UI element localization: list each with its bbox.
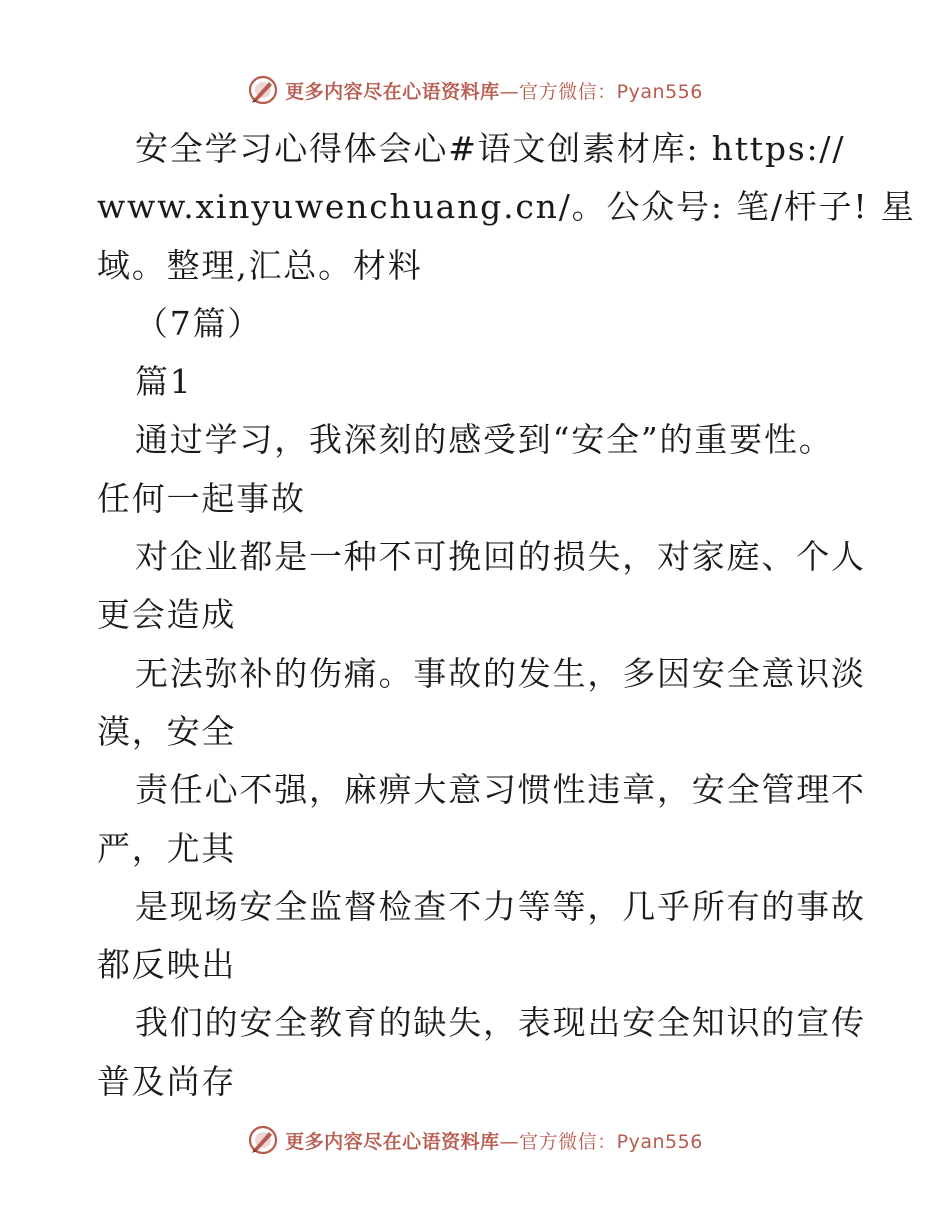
text-line: 域。整理,汇总。材料 [97, 245, 423, 285]
text-line: 都反映出 [97, 945, 237, 985]
text-line: 漠，安全 [97, 711, 237, 751]
watermark-contact: 官方微信：Pyan556 [519, 80, 703, 103]
watermark-separator: — [499, 80, 520, 103]
watermark-text [285, 77, 703, 104]
section-heading: 篇1 [135, 362, 193, 402]
footer-watermark [0, 1120, 950, 1160]
watermark-text [285, 1127, 703, 1154]
pen-logo-icon [247, 74, 279, 106]
text-line: 我们的安全教育的缺失，表现出安全知识的宣传 [135, 1003, 866, 1043]
text-line: 对企业都是一种不可挽回的损失，对家庭、个人 [135, 537, 866, 577]
text-line: 安全学习心得体会心#语文创素材库: https:// [135, 129, 846, 168]
watermark-brand: 更多内容尽在心语资料库 [285, 80, 500, 103]
text-line: （7篇） [135, 303, 263, 343]
text-line: 无法弥补的伤痛。事故的发生，多因安全意识淡 [135, 653, 866, 693]
text-line: 是现场安全监督检查不力等等，几乎所有的事故 [135, 886, 866, 926]
pen-logo-icon [247, 1124, 279, 1156]
text-line: 严，尤其 [97, 828, 237, 868]
watermark-separator: — [499, 1130, 520, 1153]
text-line: 更会造成 [97, 595, 237, 635]
watermark-brand: 更多内容尽在心语资料库 [285, 1130, 500, 1153]
document-body [97, 120, 916, 1111]
watermark-contact: 官方微信：Pyan556 [519, 1130, 703, 1153]
header-watermark [0, 70, 950, 110]
text-line: 通过学习，我深刻的感受到“安全”的重要性。 [135, 420, 834, 460]
text-line: www.xinyuwenchuang.cn/。公众号: 笔/杆子! 星 [97, 187, 916, 227]
text-line: 普及尚存 [97, 1061, 237, 1101]
text-line: 责任心不强，麻痹大意习惯性违章，安全管理不 [135, 770, 866, 810]
text-line: 任何一起事故 [97, 478, 306, 518]
